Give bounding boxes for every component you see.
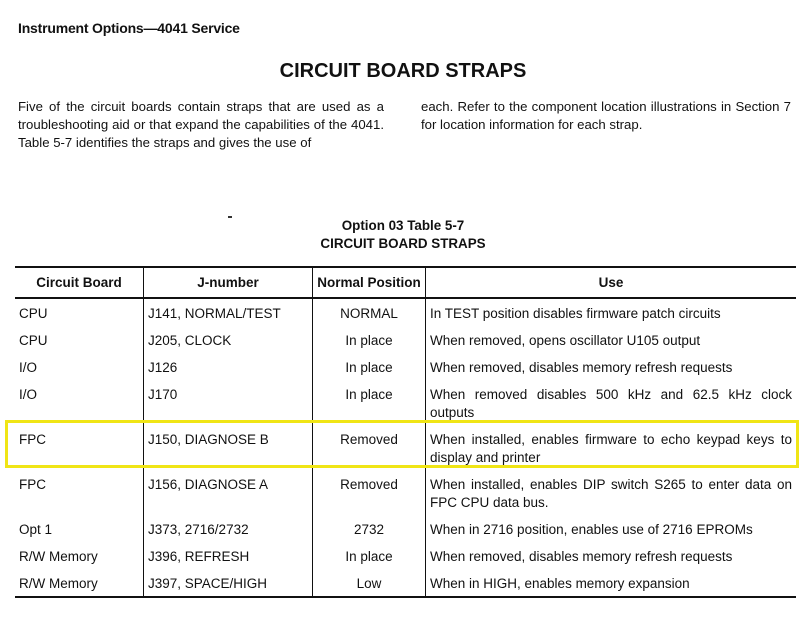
cell-jnumber: J141, NORMAL/TEST bbox=[144, 298, 313, 326]
cell-use: When installed, enables DIP switch S265 to enter data on FPC CPU data bus. bbox=[426, 470, 797, 515]
header-use: Use bbox=[426, 267, 797, 298]
cell-use: In TEST position disables firmware patch circuits bbox=[426, 298, 797, 326]
table-header-row bbox=[15, 267, 796, 298]
running-header: Instrument Options—4041 Service bbox=[18, 20, 240, 36]
table-row bbox=[15, 380, 796, 425]
cell-jnumber: J373, 2716/2732 bbox=[144, 515, 313, 542]
cell-board: FPC bbox=[19, 432, 46, 447]
header-j-number: J-number bbox=[144, 267, 313, 298]
header-circuit-board: Circuit Board bbox=[15, 267, 144, 298]
cell-jnumber: J396, REFRESH bbox=[144, 542, 313, 569]
cell-use: When removed, disables memory refresh requests bbox=[426, 542, 797, 569]
table-caption-number: Option 03 Table 5-7 bbox=[341, 218, 465, 233]
table-row bbox=[15, 353, 796, 380]
cell-position: Removed bbox=[313, 425, 426, 470]
cell-jnumber: J205, CLOCK bbox=[144, 326, 313, 353]
cell-position: Low bbox=[313, 569, 426, 597]
table-row bbox=[15, 569, 796, 597]
intro-paragraph-left: Five of the circuit boards contain straps that are used as a troubleshooting aid or that expand the capabilities of the 4041. Table 5-7 identifies the straps and gives the use of bbox=[18, 99, 384, 150]
table-row bbox=[15, 298, 796, 326]
cell-position: In place bbox=[313, 380, 426, 425]
cell-board: R/W Memory bbox=[19, 576, 98, 591]
cell-board: I/O bbox=[19, 360, 38, 375]
table-row bbox=[15, 515, 796, 542]
cell-position: Removed bbox=[313, 470, 426, 515]
cell-jnumber: J126 bbox=[144, 353, 313, 380]
cell-board: CPU bbox=[19, 333, 48, 348]
cell-board: FPC bbox=[19, 477, 46, 492]
cell-position: In place bbox=[313, 542, 426, 569]
intro-paragraph-right: each. Refer to the component location illustrations in Section 7 for location information for each strap. bbox=[421, 99, 791, 132]
cell-position: NORMAL bbox=[313, 298, 426, 326]
cell-use: When removed disables 500 kHz and 62.5 kHz clock outputs bbox=[426, 380, 797, 425]
cell-jnumber: J170 bbox=[144, 380, 313, 425]
cell-use: When in HIGH, enables memory expansion bbox=[426, 569, 797, 597]
cell-board: CPU bbox=[19, 306, 48, 321]
table-row bbox=[15, 470, 796, 515]
cell-jnumber: J156, DIAGNOSE A bbox=[144, 470, 313, 515]
header-normal-position: Normal Position bbox=[313, 267, 426, 298]
cell-position: 2732 bbox=[313, 515, 426, 542]
straps-table bbox=[15, 266, 796, 598]
table-row bbox=[15, 326, 796, 353]
table-row bbox=[15, 542, 796, 569]
cell-position: In place bbox=[313, 353, 426, 380]
table-caption-title: CIRCUIT BOARD STRAPS bbox=[320, 236, 486, 251]
table-row-highlighted bbox=[15, 425, 796, 470]
cell-board: I/O bbox=[19, 387, 38, 402]
cell-use: When installed, enables firmware to echo keypad keys to display and printer bbox=[426, 425, 797, 470]
cell-jnumber: J150, DIAGNOSE B bbox=[144, 425, 313, 470]
cell-use: When removed, opens oscillator U105 output bbox=[426, 326, 797, 353]
cell-use: When in 2716 position, enables use of 2716 EPROMs bbox=[426, 515, 797, 542]
cell-use: When removed, disables memory refresh requests bbox=[426, 353, 797, 380]
section-title: CIRCUIT BOARD STRAPS bbox=[279, 60, 527, 82]
cell-board: Opt 1 bbox=[19, 522, 53, 537]
cell-jnumber: J397, SPACE/HIGH bbox=[144, 569, 313, 597]
cell-board: R/W Memory bbox=[19, 549, 98, 564]
cell-position: In place bbox=[313, 326, 426, 353]
